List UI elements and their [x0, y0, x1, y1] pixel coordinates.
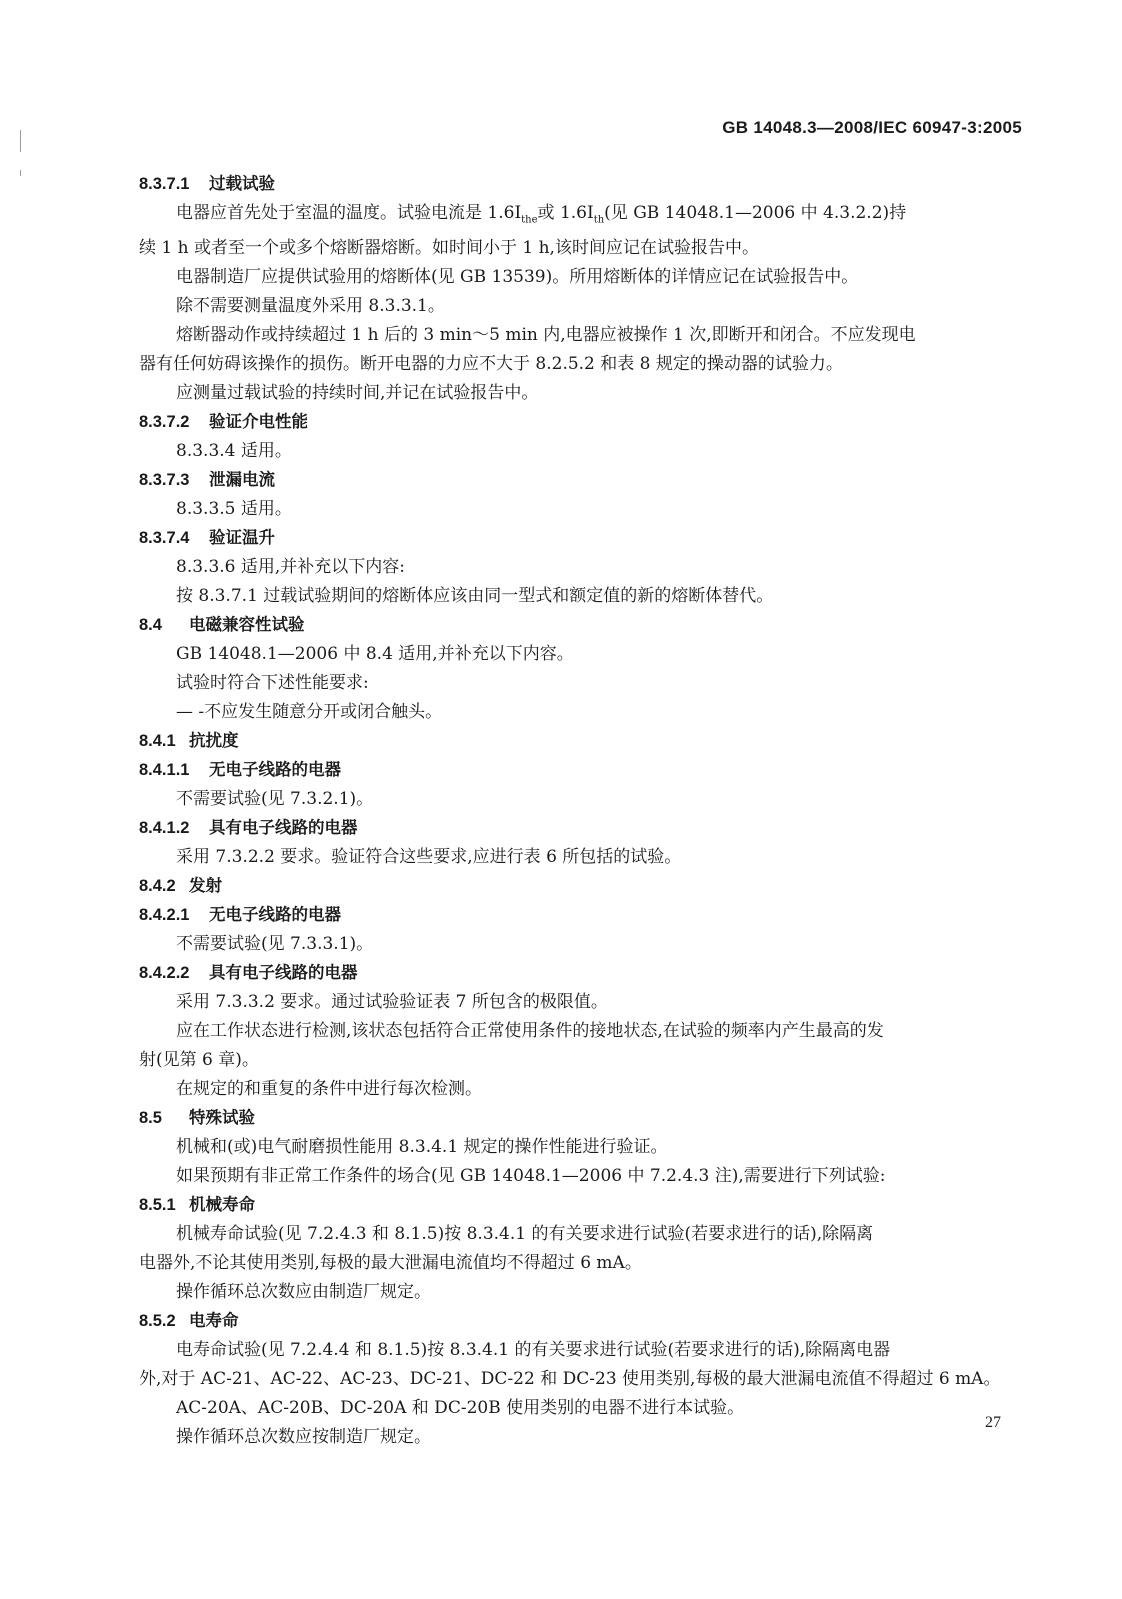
paragraph: 8.3.3.6 适用,并补充以下内容: — [176, 557, 406, 578]
paragraph: 在规定的和重复的条件中进行每次检测。 — [176, 1079, 482, 1100]
paragraph: 应测量过载试验的持续时间,并记在试验报告中。 — [176, 383, 539, 404]
section-heading: 8.3.7.2 验证介电性能 — [139, 413, 308, 432]
paragraph: 电器应首先处于室温的温度。试验电流是 $1.6I_{the}$或 $1.6I_{th}$(见 GB 14048.1—2006 中 4.3.2.2)持 — [176, 203, 907, 226]
paragraph: 试验时符合下述性能要求: — [176, 673, 369, 694]
paragraph: 采用 7.3.2.2 要求。验证符合这些要求,应进行表 6 所包括的试验。 — [176, 847, 682, 868]
paragraph: 机械和(或)电气耐磨损性能用 8.3.4.1 规定的操作性能进行验证。 — [176, 1137, 668, 1158]
page-number: 27 — [985, 1414, 1001, 1431]
paragraph: 熔断器动作或持续超过 1 h 后的 3 min～5 min 内,电器应被操作 1 次,即断开和闭合。不应发现电 — [176, 325, 916, 346]
paragraph: 电器制造厂应提供试验用的熔断体(见 GB 13539)。所用熔断体的详情应记在试验报告中。 — [176, 267, 859, 288]
paragraph: 应在工作状态进行检测,该状态包括符合正常使用条件的接地状态,在试验的频率内产生最高的发 — [176, 1021, 884, 1042]
section-heading: 8.4.2.2 具有电子线路的电器 — [139, 964, 358, 983]
paragraph: 按 8.3.7.1 过载试验期间的熔断体应该由同一型式和额定值的新的熔断体替代。 — [176, 586, 774, 607]
paragraph: AC-20A、AC-20B、DC-20A 和 DC-20B 使用类别的电器不进行本试验。 — [176, 1398, 745, 1419]
paragraph: 不需要试验(见 7.3.3.1)。 — [176, 934, 374, 955]
paragraph: 机械寿命试验(见 7.2.4.3 和 8.1.5)按 8.3.4.1 的有关要求进行试验(若要求进行的话),除隔离 — [176, 1224, 874, 1245]
paragraph: 除不需要测量温度外采用 8.3.3.1。 — [176, 296, 445, 317]
section-heading: 8.5.1 机械寿命 — [139, 1196, 255, 1215]
paragraph-continuation: 电器外,不论其使用类别,每极的最大泄漏电流值均不得超过 6 mA。 — [139, 1253, 642, 1274]
section-heading: 8.3.7.3 泄漏电流 — [139, 471, 275, 490]
paragraph: 8.3.3.5 适用。 — [176, 499, 292, 520]
section-heading: 8.4 电磁兼容性试验 — [139, 616, 305, 635]
document-header: GB 14048.3—2008/IEC 60947-3:2005 — [722, 118, 1022, 137]
paragraph: 操作循环总次数应由制造厂规定。 — [176, 1282, 431, 1303]
paragraph-continuation: 续 1 h 或者至一个或多个熔断器熔断。如时间小于 1 h,该时间应记在试验报告中。 — [139, 238, 759, 259]
section-heading: 8.5 特殊试验 — [139, 1109, 255, 1128]
list-item: — -不应发生随意分开或闭合触头。 — [176, 702, 443, 723]
section-heading: 8.4.1.1 无电子线路的电器 — [139, 761, 341, 780]
section-heading: 8.3.7.4 验证温升 — [139, 529, 275, 548]
paragraph-continuation: 射(见第 6 章)。 — [139, 1050, 259, 1071]
paragraph: 8.3.3.4 适用。 — [176, 441, 292, 462]
section-heading: 8.4.1 抗扰度 — [139, 732, 239, 751]
paragraph: GB 14048.1—2006 中 8.4 适用,并补充以下内容。 — [176, 644, 574, 665]
paragraph-continuation: 器有任何妨碍该操作的损伤。断开电器的力应不大于 8.2.5.2 和表 8 规定的操动器的试验力。 — [139, 354, 843, 375]
section-heading: 8.4.1.2 具有电子线路的电器 — [139, 819, 358, 838]
paragraph: 不需要试验(见 7.3.2.1)。 — [176, 789, 374, 810]
paragraph: 如果预期有非正常工作条件的场合(见 GB 14048.1—2006 中 7.2.4.3 注),需要进行下列试验: — [176, 1166, 886, 1187]
document-body — [139, 170, 1029, 1452]
section-heading: 8.5.2 电寿命 — [139, 1312, 239, 1331]
section-heading: 8.3.7.1 过载试验 — [139, 175, 275, 193]
paragraph: 电寿命试验(见 7.2.4.4 和 8.1.5)按 8.3.4.1 的有关要求进行试验(若要求进行的话),除隔离电器 — [176, 1340, 891, 1361]
paragraph-continuation: 外,对于 AC-21、AC-22、AC-23、DC-21、DC-22 和 DC-23 使用类别,每极的最大泄漏电流值不得超过 6 mA。 — [139, 1369, 1001, 1390]
paragraph: 操作循环总次数应按制造厂规定。 — [176, 1427, 431, 1448]
paragraph: 采用 7.3.3.2 要求。通过试验验证表 7 所包含的极限值。 — [176, 992, 608, 1013]
section-heading: 8.4.2 发射 — [139, 877, 222, 896]
section-heading: 8.4.2.1 无电子线路的电器 — [139, 906, 341, 925]
